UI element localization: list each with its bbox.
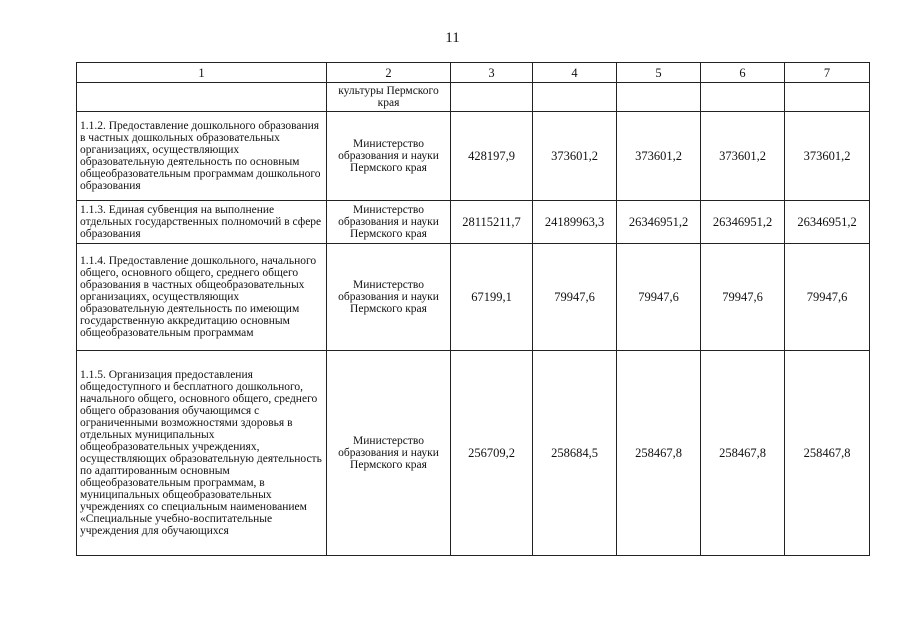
row-description: 1.1.2. Предоставление дошкольного образования в частных дошкольных образовательных организациях, осуществляющих образовательную деятельность по основным общеобразовательным программам дошкольного образования: [77, 112, 327, 201]
row-value: [451, 83, 533, 112]
row-value: 258467,8: [701, 351, 785, 556]
row-description: 1.1.5. Организация предоставления общедоступного и бесплатного дошкольного, начального общего, основного общего, среднего общего образования обучающимся с ограниченными возможностями здоровья в отдельных муниципальных общеобразовательных учреждениях, осуществляющих образовательную деятельность по адаптированным основным общеобразовательным программам, в муниципальных общеобразовательных учреждениях со специальным наименованием «Специальные учебно-воспитательные учреждения для обучающихся: [77, 351, 327, 556]
row-value: 26346951,2: [617, 201, 701, 244]
row-value: 258467,8: [617, 351, 701, 556]
row-value: 79947,6: [617, 244, 701, 351]
row-value: 373601,2: [533, 112, 617, 201]
row-value: 428197,9: [451, 112, 533, 201]
row-description: [77, 83, 327, 112]
budget-table: [76, 62, 870, 556]
column-header: 6: [701, 63, 785, 83]
row-value: 258467,8: [785, 351, 870, 556]
row-value: [533, 83, 617, 112]
row-value: 373601,2: [617, 112, 701, 201]
row-value: [785, 83, 870, 112]
row-value: 79947,6: [785, 244, 870, 351]
row-value: [617, 83, 701, 112]
row-value: 79947,6: [701, 244, 785, 351]
row-value: 26346951,2: [701, 201, 785, 244]
row-value: 26346951,2: [785, 201, 870, 244]
row-organization: Министерство образования и науки Пермского края: [327, 201, 451, 244]
row-value: 373601,2: [701, 112, 785, 201]
table-row: [77, 201, 870, 244]
row-value: [701, 83, 785, 112]
column-header: 7: [785, 63, 870, 83]
row-organization: культуры Пермского края: [327, 83, 451, 112]
table-row: [77, 351, 870, 556]
row-value: 24189963,3: [533, 201, 617, 244]
row-value: 258684,5: [533, 351, 617, 556]
row-value: 256709,2: [451, 351, 533, 556]
row-description: 1.1.4. Предоставление дошкольного, начального общего, основного общего, среднего общего образования в частных общеобразовательных организациях, осуществляющих образовательную деятельность по имеющим государственную аккредитацию основным общеобразовательным программам: [77, 244, 327, 351]
column-header: 2: [327, 63, 451, 83]
row-value: 67199,1: [451, 244, 533, 351]
column-header: 4: [533, 63, 617, 83]
column-header: 3: [451, 63, 533, 83]
row-organization: Министерство образования и науки Пермского края: [327, 351, 451, 556]
row-organization: Министерство образования и науки Пермского края: [327, 112, 451, 201]
row-value: 373601,2: [785, 112, 870, 201]
page-number: 11: [445, 30, 460, 46]
table-row: [77, 112, 870, 201]
row-description: 1.1.3. Единая субвенция на выполнение отдельных государственных полномочий в сфере образования: [77, 201, 327, 244]
column-header: 5: [617, 63, 701, 83]
header-row: [77, 63, 870, 83]
row-value: 28115211,7: [451, 201, 533, 244]
table-row: [77, 83, 870, 112]
column-header: 1: [77, 63, 327, 83]
table-row: [77, 244, 870, 351]
row-organization: Министерство образования и науки Пермского края: [327, 244, 451, 351]
row-value: 79947,6: [533, 244, 617, 351]
